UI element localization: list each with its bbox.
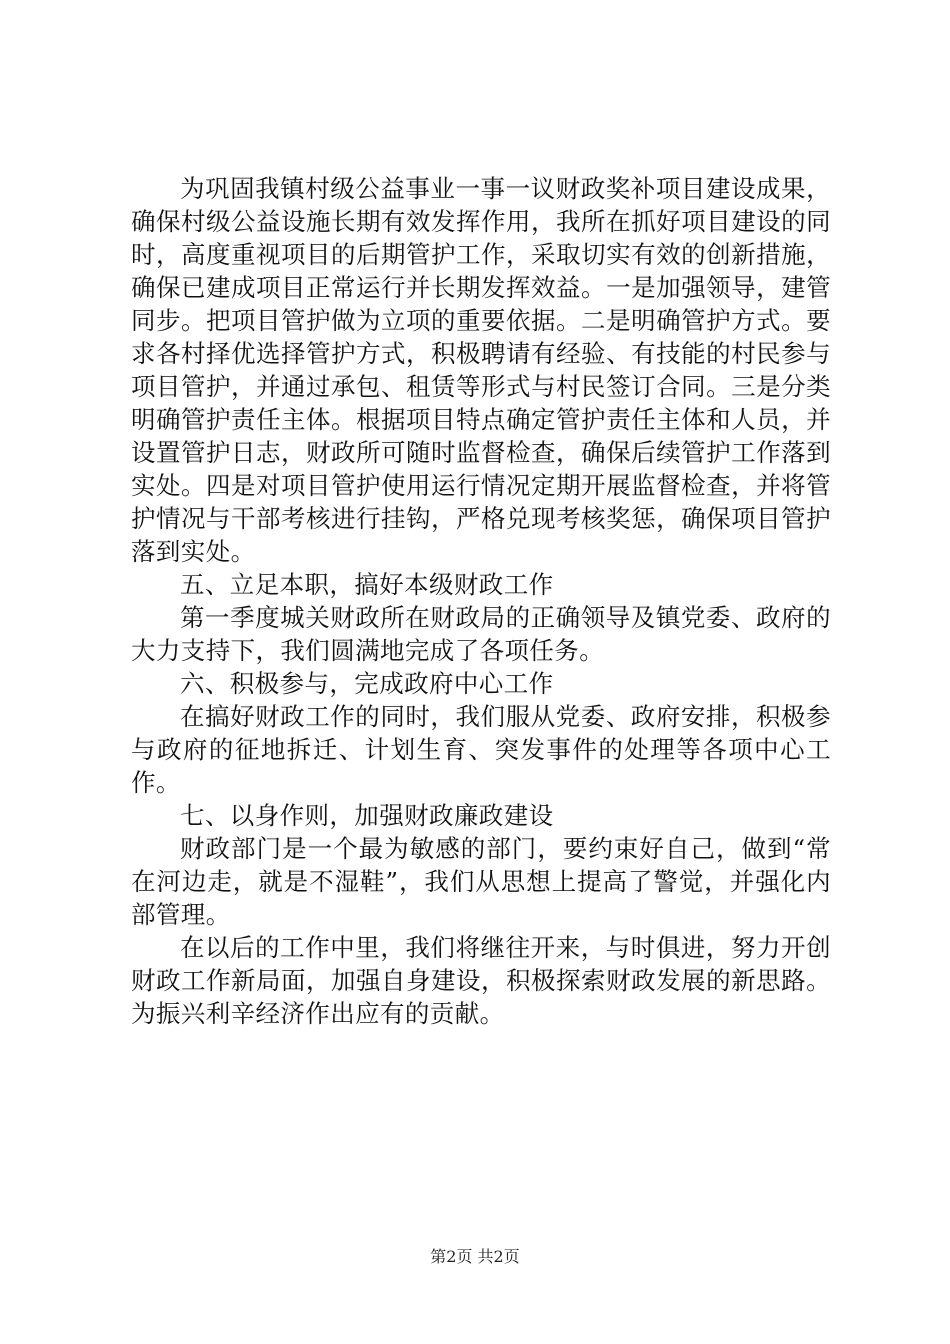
paragraph-central-work: 在搞好财政工作的同时，我们服从党委、政府安排，积极参与政府的征地拆迁、计划生育、突发事件的处理等各项中心工作。 [131, 702, 831, 797]
section-heading-7: 七、以身作则，加强财政廉政建设 [180, 801, 554, 830]
paragraph-integrity: 财政部门是一个最为敏感的部门，要约束好自己，做到“常在河边走，就是不湿鞋”，我们从思想上提高了警觉，并强化内部管理。 [131, 834, 831, 929]
section-heading-6: 六、积极参与，完成政府中心工作 [180, 669, 554, 698]
document-body [131, 172, 831, 1030]
paragraph-first-quarter: 第一季度城关财政所在财政局的正确领导及镇党委、政府的大力支持下，我们圆满地完成了各项任务。 [131, 603, 831, 665]
paragraph-maintenance: 为巩固我镇村级公益事业一事一议财政奖补项目建设成果，确保村级公益设施长期有效发挥作用，我所在抓好项目建设的同时，高度重视项目的后期管护工作，采取切实有效的创新措施，确保已建成项目正常运行并长期发挥效益。一是加强领导，建管同步。把项目管护做为立项的重要依据。二是明确管护方式。要求各村择优选择管护方式，积极聘请有经验、有技能的村民参与项目管护，并通过承包、租赁等形式与村民签订合同。三是分类明确管护责任主体。根据项目特点确定管护责任主体和人员，并设置管护日志，财政所可随时监督检查，确保后续管护工作落到实处。四是对项目管护使用运行情况定期开展监督检查，并将管护情况与干部考核进行挂钩，严格兑现考核奖惩，确保项目管护落到实处。 [131, 174, 831, 566]
page-footer: 第2页 共2页 [430, 1247, 520, 1266]
paragraph-conclusion: 在以后的工作中里，我们将继往开来，与时俱进，努力开创财政工作新局面，加强自身建设，积极探索财政发展的新思路。为振兴利辛经济作出应有的贡献。 [131, 933, 831, 1028]
section-heading-5: 五、立足本职，搞好本级财政工作 [180, 570, 554, 599]
